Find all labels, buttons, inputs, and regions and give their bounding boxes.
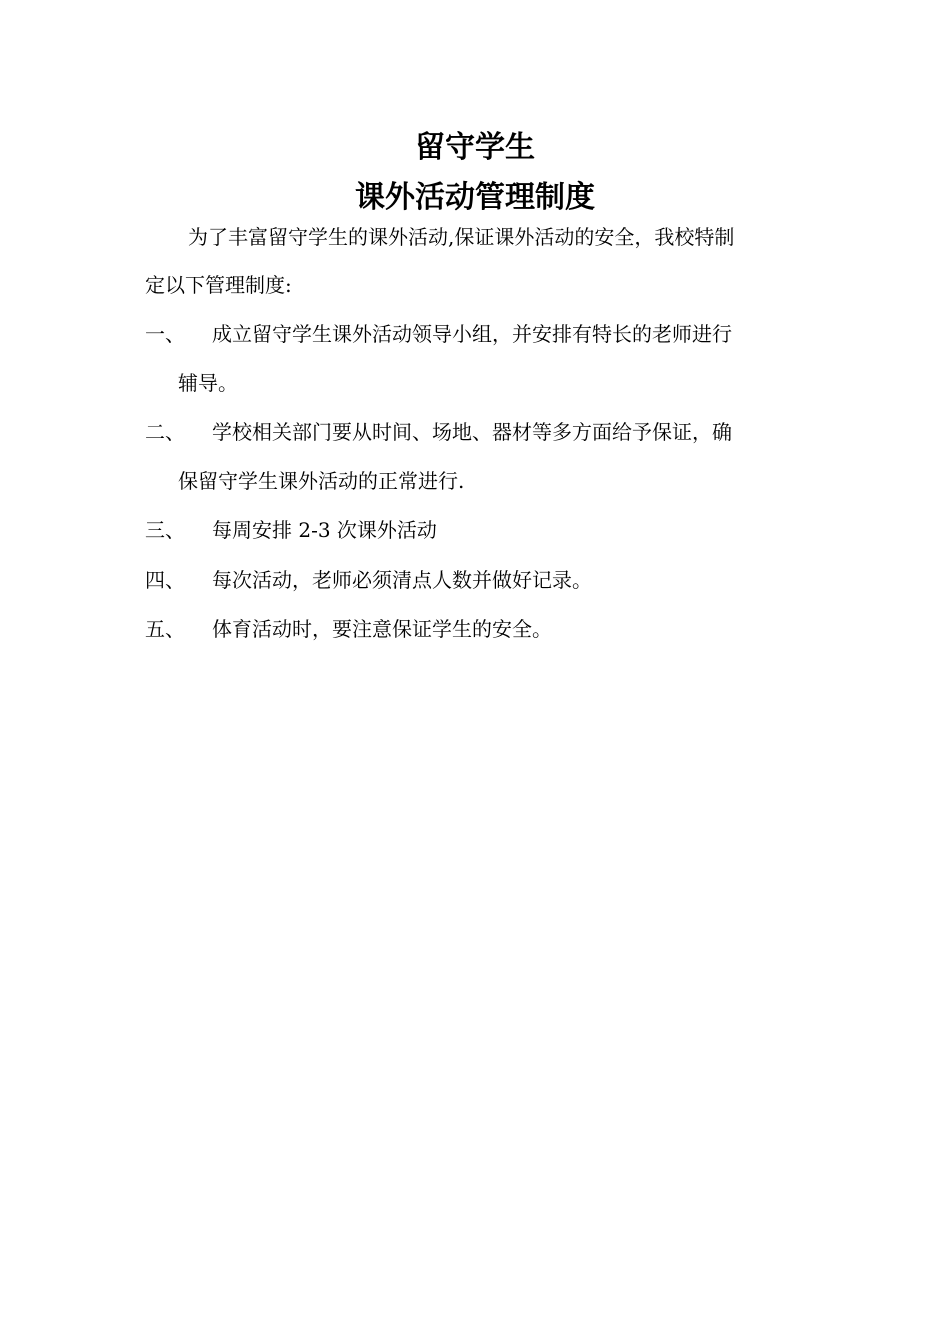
document-title-line-1: 留守学生 <box>415 130 535 165</box>
list-item-2-text: 学校相关部门要从时间、场地、器材等多方面给予保证，确 <box>212 420 732 444</box>
list-item-1-number: 一、 <box>145 322 185 346</box>
list-item-5-number: 五、 <box>145 617 185 641</box>
list-item-1-continuation: 辅导。 <box>178 371 238 395</box>
list-item-1-text: 成立留守学生课外活动领导小组，并安排有特长的老师进行 <box>212 322 732 346</box>
intro-paragraph-line-2: 定以下管理制度: <box>145 273 292 297</box>
list-item-5-text: 体育活动时，要注意保证学生的安全。 <box>212 617 552 641</box>
list-item-4-number: 四、 <box>145 568 185 592</box>
list-item-2-number: 二、 <box>145 420 185 444</box>
list-item-3-number: 三、 <box>145 518 185 542</box>
list-item-3-text: 每周安排 2-3 次课外活动 <box>212 518 437 542</box>
list-item-2-continuation: 保留守学生课外活动的正常进行. <box>178 469 465 493</box>
list-item-4-text: 每次活动，老师必须清点人数并做好记录。 <box>212 568 592 592</box>
intro-paragraph-line-1: 为了丰富留守学生的课外活动,保证课外活动的安全，我校特制 <box>188 225 735 249</box>
document-title-line-2: 课外活动管理制度 <box>355 180 595 215</box>
